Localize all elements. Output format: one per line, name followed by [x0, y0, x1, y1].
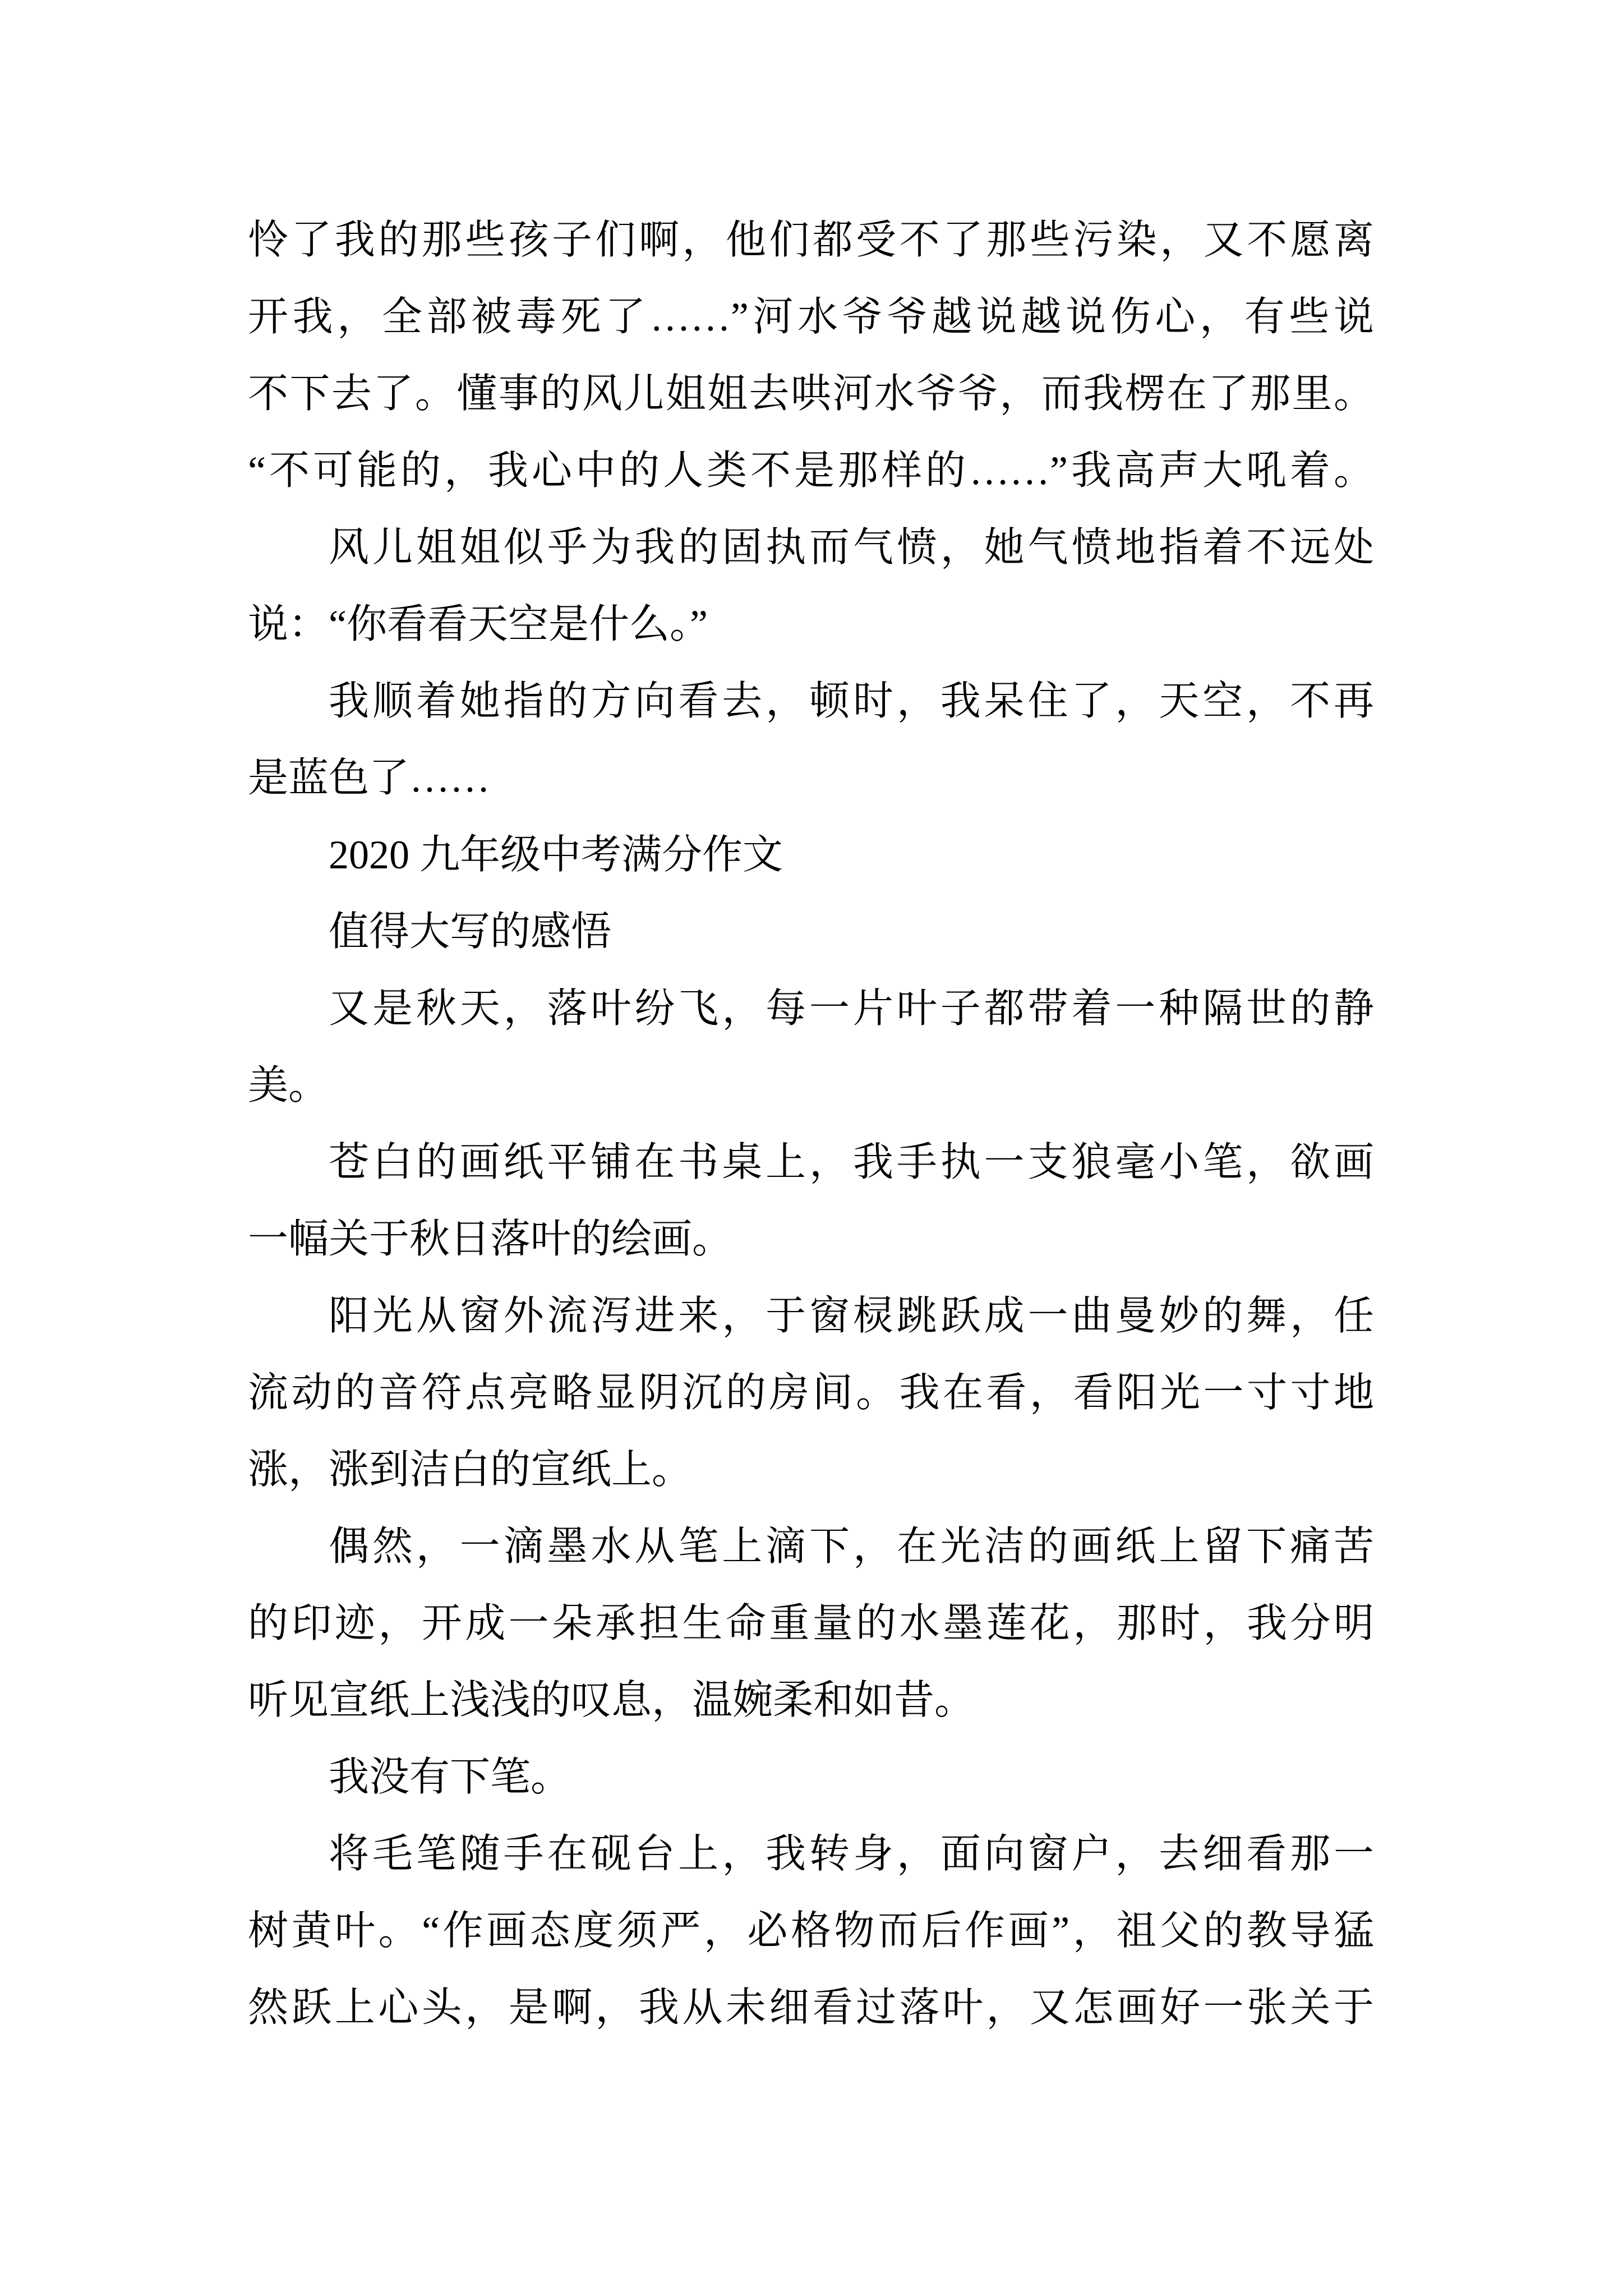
text-line: “不可能的，我心中的人类不是那样的……”我高声大吼着。: [248, 448, 1374, 493]
text-line: 一幅关于秋日落叶的绘画。: [248, 1217, 733, 1262]
text-line: 美。: [248, 1063, 329, 1108]
text-line: 的印迹，开成一朵承担生命重量的水墨莲花，那时，我分明: [248, 1601, 1374, 1646]
text-line: 听见宣纸上浅浅的叹息，温婉柔和如昔。: [248, 1678, 975, 1723]
text-line: 我顺着她指的方向看去，顿时，我呆住了，天空，不再: [329, 679, 1374, 724]
text-line: 流动的音符点亮略显阴沉的房间。我在看，看阳光一寸寸地: [248, 1370, 1374, 1415]
text-line: 是蓝色了……: [248, 756, 491, 800]
text-line: 我没有下笔。: [329, 1755, 571, 1800]
text-line: 苍白的画纸平铺在书桌上，我手执一支狼毫小笔，欲画: [329, 1140, 1374, 1185]
text-line: 值得大写的感悟: [329, 909, 612, 954]
text-line: 风儿姐姐似乎为我的固执而气愤，她气愤地指着不远处: [329, 525, 1374, 570]
text-line: 阳光从窗外流泻进来，于窗棂跳跃成一曲曼妙的舞，任: [329, 1294, 1374, 1338]
text-line: 将毛笔随手在砚台上，我转身，面向窗户，去细看那一: [329, 1832, 1374, 1876]
text-line: 又是秋天，落叶纷飞，每一片叶子都带着一种隔世的静: [329, 986, 1374, 1031]
text-body: [248, 202, 1374, 2046]
text-line: 树黄叶。“作画态度须严，必格物而后作画”，祖父的教导猛: [248, 1908, 1374, 1953]
text-line: 然跃上心头，是啊，我从未细看过落叶，又怎画好一张关于: [248, 1985, 1374, 2030]
text-line: 涨，涨到洁白的宣纸上。: [248, 1447, 693, 1492]
text-line: 怜了我的那些孩子们啊，他们都受不了那些污染，又不愿离: [248, 218, 1374, 263]
text-line: 2020 九年级中考满分作文: [329, 832, 783, 877]
text-line: 不下去了。懂事的风儿姐姐去哄河水爷爷，而我楞在了那里。: [248, 371, 1374, 416]
text-line: 偶然，一滴墨水从笔上滴下，在光洁的画纸上留下痛苦: [329, 1524, 1374, 1569]
text-line: 说：“你看看天空是什么。”: [248, 602, 708, 647]
text-line: 开我，全部被毒死了……”河水爷爷越说越说伤心，有些说: [248, 295, 1374, 339]
